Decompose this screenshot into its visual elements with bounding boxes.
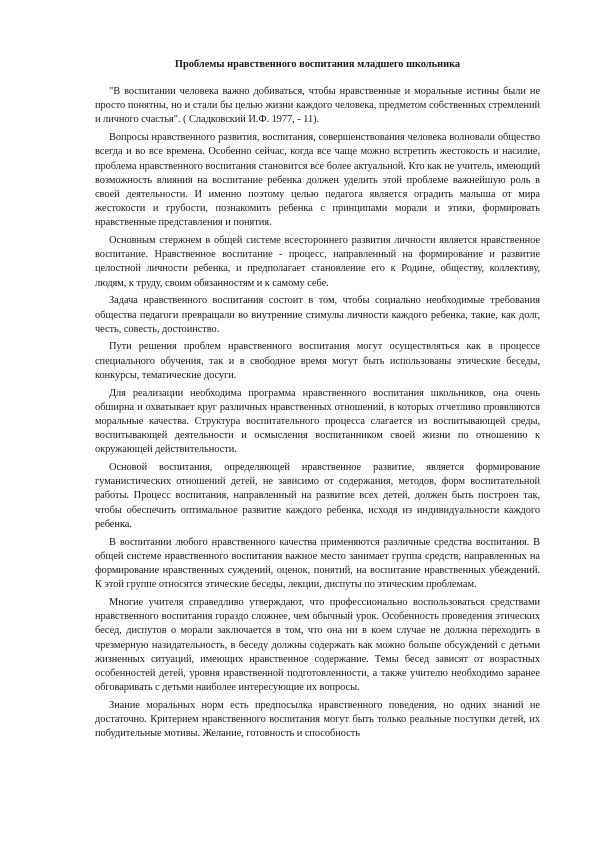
document-title: Проблемы нравственного воспитания младшего школьника	[174, 59, 461, 70]
paragraph: Многие учителя справедливо утверждают, что профессионально воспользоваться средствами нравственного воспитания гораздо сложнее, чем обычный урок. Особенность проведения этических бесед, диспутов о морали заключается в том, что она ни в коем случае не должна переходить в чрезмерную назидательность, в беседу должны содержать как можно больше обсуждений с детьми жизненных ситуаций, имеющих нравственное содержание. Темы бесед зависят от возрастных особенностей детей, уровня нравственной подготовленности, а также учителю необходимо заранее обговаривать с детьми наиболее интересующие их вопросы.	[95, 596, 540, 694]
paragraph: Знание моральных норм есть предпосылка нравственного поведения, но одних знаний не достаточно. Критерием нравственного воспитания могут быть только реальные поступки детей, их побудительные мотивы. Желание, готовность и способность	[95, 699, 540, 740]
paragraph: Пути решения проблем нравственного воспитания могут осуществляться как в процессе специального обучения, так и в свободное время могут быть использованы этические беседы, конкурсы, тематические досуги.	[95, 341, 540, 381]
paragraph: Для реализации необходима программа нравственного воспитания школьников, она очень обширна и охватывает круг различных нравственных отношений, в которых отчетливо проявляются моральные качества. Структура воспитательного процесса слагается из воспитывающей среды, воспитывающей деятельности и осмысления воспитанником своей жизни по отношению к окружающей действительности.	[95, 387, 540, 456]
paragraph: Основой воспитания, определяющей нравственное развитие, является формирование гуманистических отношений детей, не зависимо от содержания, методов, форм воспитательной работы. Процесс воспитания, направленный на развитие всех детей, должен быть построен так, чтобы обеспечить оптимальное развитие каждого ребенка, исходя из индивидуальности каждого ребенка.	[95, 462, 540, 530]
document-page	[95, 58, 540, 745]
paragraph: Задача нравственного воспитания состоит в том, чтобы социально необходимые требования общества педагоги превращали во внутренние стимулы личности каждого ребенка, такие, как долг, честь, совесть, достоинство.	[95, 295, 540, 335]
paragraph: Основным стержнем в общей системе всестороннего развития личности является нравственное воспитание. Нравственное воспитание - процесс, направленный на формирование и развитие целостной личности ребенка, и предполагает становление его к Родине, обществу, коллективу, людям, к труду, своим обязанностям и к самому себе.	[95, 235, 540, 289]
paragraph: В воспитании любого нравственного качества применяются различные средства воспитания. В общей системе нравственного воспитания важное место занимает группа средств, направленных на формирование нравственных суждений, оценок, понятий, на воспитание нравственных убеждений. К этой группе относятся этические беседы, лекции, диспуты по этическим проблемам.	[95, 536, 540, 591]
paragraph: Вопросы нравственного развития, воспитания, совершенствования человека волновали общество всегда и во все времена. Особенно сейчас, когда все чаще можно встретить жестокость и насилие, проблема нравственного воспитания становится все более актуальной. Кто как не учитель, имеющий возможность влияния на воспитание ребенка должен уделить этой проблеме важнейшую роль в своей деятельности. И именно поэтому целью педагога является оградить малыша от мира жестокости и грубости, познакомить ребенка с принципами морали и этики, формировать нравственные представления и понятия.	[95, 132, 540, 229]
epigraph-quote: "В воспитании человека важно добиваться, чтобы нравственные и моральные истины были не просто понятны, но и стали бы целью жизни каждого человека, предметом собственных стремлений и личного счастья". ( Сладковский И.Ф. 1977, - 11).	[95, 86, 540, 126]
